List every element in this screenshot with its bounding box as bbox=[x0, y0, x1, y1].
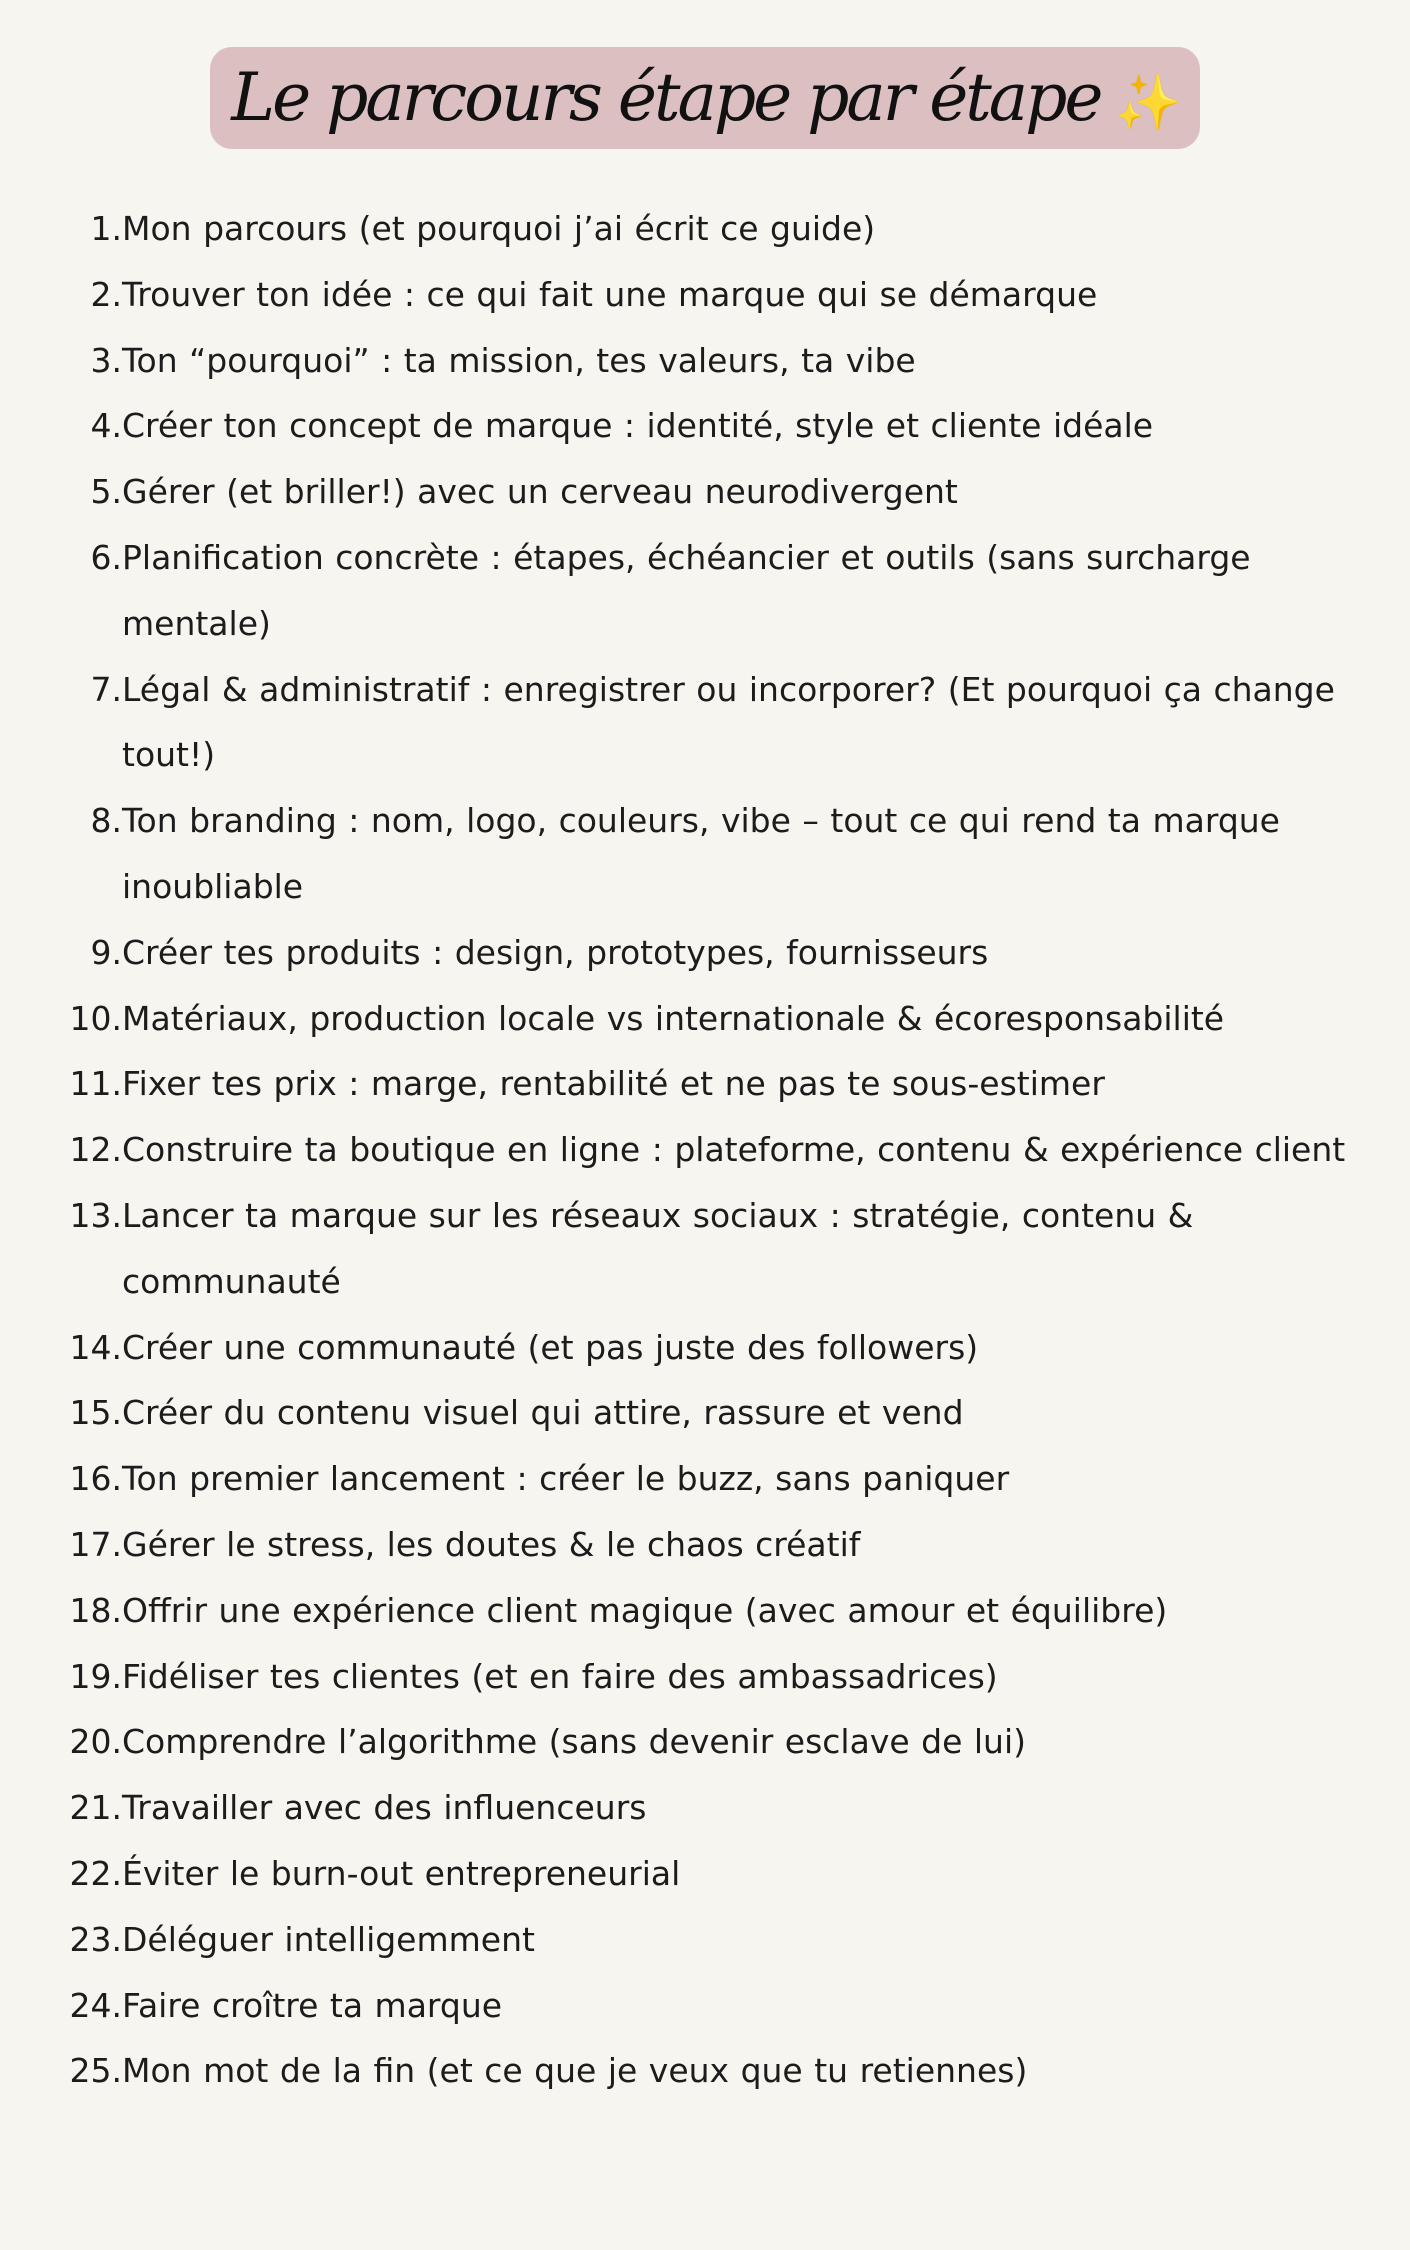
item-number: 11. bbox=[69, 1064, 122, 1104]
item-text: Créer du contenu visuel qui attire, rassure et vend bbox=[122, 1393, 964, 1433]
item-text: Matériaux, production locale vs internationale & écoresponsabilité bbox=[122, 998, 1225, 1038]
item-number: 22. bbox=[69, 1853, 122, 1893]
page-title bbox=[231, 59, 1179, 136]
list-item bbox=[40, 1446, 1360, 1512]
list-item bbox=[40, 2038, 1360, 2104]
item-text: Planification concrète : étapes, échéancier et outils (sans surcharge mentale) bbox=[122, 537, 1251, 643]
item-text: Fidéliser tes clientes (et en faire des ambassadrices) bbox=[122, 1656, 998, 1696]
list-item bbox=[40, 1709, 1360, 1775]
list-item bbox=[40, 788, 1360, 920]
item-number: 14. bbox=[69, 1327, 122, 1367]
item-text: Fixer tes prix : marge, rentabilité et ne pas te sous-estimer bbox=[122, 1064, 1105, 1104]
item-text: Gérer le stress, les doutes & le chaos créatif bbox=[122, 1524, 861, 1564]
table-of-contents bbox=[40, 196, 1360, 2104]
list-item bbox=[40, 1051, 1360, 1117]
item-text: Ton branding : nom, logo, couleurs, vibe – tout ce qui rend ta marque inoubliable bbox=[122, 801, 1280, 906]
list-item bbox=[40, 920, 1360, 986]
list-item bbox=[40, 262, 1360, 328]
item-number: 2. bbox=[90, 274, 122, 314]
item-number: 25. bbox=[69, 2051, 122, 2091]
item-number: 19. bbox=[69, 1656, 122, 1696]
list-item bbox=[40, 196, 1360, 262]
item-number: 21. bbox=[69, 1788, 122, 1828]
list-item bbox=[40, 1183, 1360, 1315]
list-item bbox=[40, 1512, 1360, 1578]
list-item bbox=[40, 1117, 1360, 1183]
item-text: Créer ton concept de marque : identité, style et cliente idéale bbox=[122, 406, 1154, 446]
item-text: Gérer (et briller!) avec un cerveau neurodivergent bbox=[122, 472, 958, 512]
item-text: Faire croître ta marque bbox=[122, 1985, 503, 2025]
item-number: 5. bbox=[90, 472, 122, 512]
item-number: 3. bbox=[90, 340, 122, 380]
item-text: Mon parcours (et pourquoi j’ai écrit ce guide) bbox=[122, 209, 876, 248]
item-number: 23. bbox=[69, 1919, 122, 1959]
list-item bbox=[40, 525, 1360, 657]
item-number: 8. bbox=[90, 801, 122, 841]
item-number: 16. bbox=[69, 1459, 122, 1499]
item-text: Travailler avec des influenceurs bbox=[122, 1788, 647, 1828]
item-number: 20. bbox=[69, 1722, 122, 1762]
item-number: 4. bbox=[90, 406, 122, 446]
item-text: Légal & administratif : enregistrer ou incorporer? (Et pourquoi ça change tout!) bbox=[122, 669, 1335, 775]
item-text: Comprendre l’algorithme (sans devenir esclave de lui) bbox=[122, 1722, 1027, 1762]
list-item bbox=[40, 1907, 1360, 1973]
list-item bbox=[40, 1315, 1360, 1381]
item-number: 12. bbox=[69, 1130, 122, 1170]
item-text: Ton “pourquoi” : ta mission, tes valeurs, ta vibe bbox=[122, 340, 916, 380]
item-text: Éviter le burn-out entrepreneurial bbox=[122, 1853, 681, 1893]
list-item bbox=[40, 1775, 1360, 1841]
list-item bbox=[40, 986, 1360, 1052]
item-number: 17. bbox=[69, 1524, 122, 1564]
item-text: Offrir une expérience client magique (avec amour et équilibre) bbox=[122, 1590, 1168, 1630]
list-item bbox=[40, 1380, 1360, 1446]
sparkles-icon: ✨ bbox=[1114, 71, 1179, 134]
item-text: Mon mot de la fin (et ce que je veux que tu retiennes) bbox=[122, 2051, 1028, 2091]
title-banner bbox=[210, 47, 1200, 149]
item-text: Créer tes produits : design, prototypes, fournisseurs bbox=[122, 932, 989, 972]
list-item bbox=[40, 459, 1360, 525]
item-number: 10. bbox=[69, 998, 122, 1038]
list-item bbox=[40, 1973, 1360, 2039]
item-text: Déléguer intelligemment bbox=[122, 1919, 535, 1959]
item-number: 24. bbox=[69, 1985, 122, 2025]
item-number: 1. bbox=[90, 209, 122, 248]
list-item bbox=[40, 1841, 1360, 1907]
list-item bbox=[40, 1644, 1360, 1710]
item-number: 15. bbox=[69, 1393, 122, 1433]
list-item bbox=[40, 1578, 1360, 1644]
item-number: 6. bbox=[90, 537, 122, 577]
item-text: Lancer ta marque sur les réseaux sociaux : stratégie, contenu & communauté bbox=[122, 1195, 1194, 1301]
item-number: 7. bbox=[90, 669, 122, 709]
list-item bbox=[40, 328, 1360, 394]
item-text: Ton premier lancement : créer le buzz, sans paniquer bbox=[122, 1459, 1010, 1499]
item-number: 9. bbox=[90, 932, 122, 972]
item-number: 13. bbox=[69, 1195, 122, 1235]
item-text: Trouver ton idée : ce qui fait une marque qui se démarque bbox=[122, 274, 1098, 314]
list-item bbox=[40, 393, 1360, 459]
page-title-text: Le parcours étape par étape bbox=[231, 59, 1101, 136]
item-text: Créer une communauté (et pas juste des followers) bbox=[122, 1327, 979, 1367]
item-number: 18. bbox=[69, 1590, 122, 1630]
item-text: Construire ta boutique en ligne : plateforme, contenu & expérience client bbox=[122, 1130, 1346, 1170]
list-item bbox=[40, 657, 1360, 789]
